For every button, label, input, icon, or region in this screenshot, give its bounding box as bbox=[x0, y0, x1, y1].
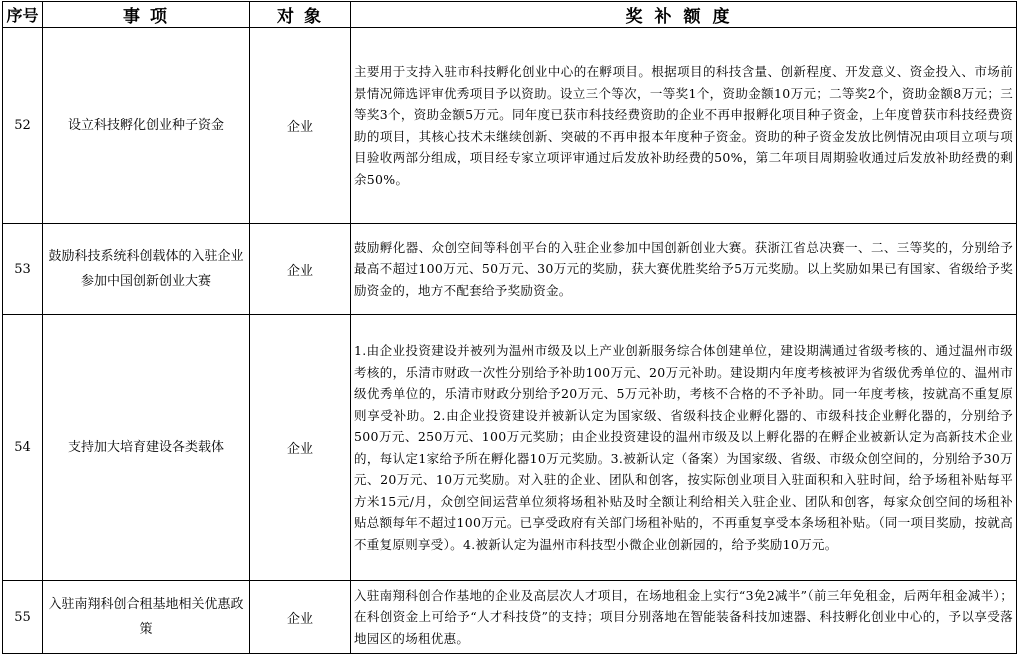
row-item: 鼓励科技系统科创载体的入驻企业参加中国创新创业大赛 bbox=[43, 224, 250, 315]
header-target: 对 象 bbox=[250, 2, 351, 28]
row-number: 53 bbox=[3, 224, 43, 315]
row-award: 鼓励孵化器、众创空间等科创平台的入驻企业参加中国创新创业大赛。获浙江省总决赛一、二、三等奖的，分别给予最高不超过100万元、50万元、30万元的奖励，获大赛优胜奖给予5万元奖励。以上奖励如果已有国家、省级给予奖励资金的，地方不配套给予奖励资金。 bbox=[351, 224, 1017, 315]
header-item: 事 项 bbox=[43, 2, 250, 28]
row-target: 企业 bbox=[250, 315, 351, 581]
row-number: 52 bbox=[3, 28, 43, 224]
policy-table bbox=[2, 1, 1017, 654]
row-item: 入驻南翔科创合租基地相关优惠政策 bbox=[43, 581, 250, 654]
table-row bbox=[3, 224, 1017, 315]
row-award: 主要用于支持入驻市科技孵化创业中心的在孵项目。根据项目的科技含量、创新程度、开发意义、资金投入、市场前景情况筛选评审优秀项目予以资助。设立三个等次，一等奖1个，资助金额10万元；二等奖2个，资助金额8万元；三等奖3个，资助金额5万元。同年度已获市科技经费资助的企业不再申报孵化项目种子资金，上年度曾获市科技经费资助的项目，其核心技术未继续创新、突破的不再申报本年度种子资金。资助的种子资金发放比例情况由项目立项与项目验收两部分组成，项目经专家立项评审通过后发放补助经费的50%，第二年项目周期验收通过后发放补助经费的剩余50%。 bbox=[351, 28, 1017, 224]
row-item: 支持加大培育建设各类载体 bbox=[43, 315, 250, 581]
row-award: 入驻南翔科创合作基地的企业及高层次人才项目，在场地租金上实行“3免2减半”（前三年免租金，后两年租金减半）；在科创资金上可给予“人才科技贷”的支持；项目分别落地在智能装备科技加速器、科技孵化创业中心的，予以享受落地园区的场租优惠。 bbox=[351, 581, 1017, 654]
table-row bbox=[3, 581, 1017, 654]
header-seq: 序号 bbox=[3, 2, 43, 28]
row-award: 1.由企业投资建设并被列为温州市级及以上产业创新服务综合体创建单位，建设期满通过省级考核的、通过温州市级考核的，乐清市财政一次性分别给予补助100万元、20万元补助。建设期内年度考核被评为省级优秀单位的、温州市级优秀单位的，乐清市财政分别给予20万元、5万元补助，考核不合格的不予补助。同一年度考核，按就高不重复原则享受补助。2.由企业投资建设并被新认定为国家级、省级科技企业孵化器的、市级科技企业孵化器的，分别给予500万元、250万元、100万元奖励；由企业投资建设的温州市级及以上孵化器的在孵企业被新认定为高新技术企业的，每认定1家给予所在孵化器10万元奖励。3.被新认定（备案）为国家级、省级、市级众创空间的，分别给予30万元、20万元、10万元奖励。对入驻的企业、团队和创客，按实际创业项目入驻面积和入驻时间，给予场租补贴每平方米15元/月，众创空间运营单位须将场租补贴及时全额让利给相关入驻企业、团队和创客，每家众创空间的场租补贴总额每年不超过100万元。已享受政府有关部门场租补贴的，不再重复享受本条场租补贴。（同一项目奖励，按就高不重复原则享受）。4.被新认定为温州市科技型小微企业创新园的，给予奖励10万元。 bbox=[351, 315, 1017, 581]
row-number: 55 bbox=[3, 581, 43, 654]
row-target: 企业 bbox=[250, 28, 351, 224]
row-target: 企业 bbox=[250, 581, 351, 654]
row-item: 设立科技孵化创业种子资金 bbox=[43, 28, 250, 224]
table-row bbox=[3, 28, 1017, 224]
row-target: 企业 bbox=[250, 224, 351, 315]
header-row bbox=[3, 2, 1017, 28]
table-row bbox=[3, 315, 1017, 581]
header-award: 奖补额度 bbox=[351, 2, 1017, 28]
row-number: 54 bbox=[3, 315, 43, 581]
